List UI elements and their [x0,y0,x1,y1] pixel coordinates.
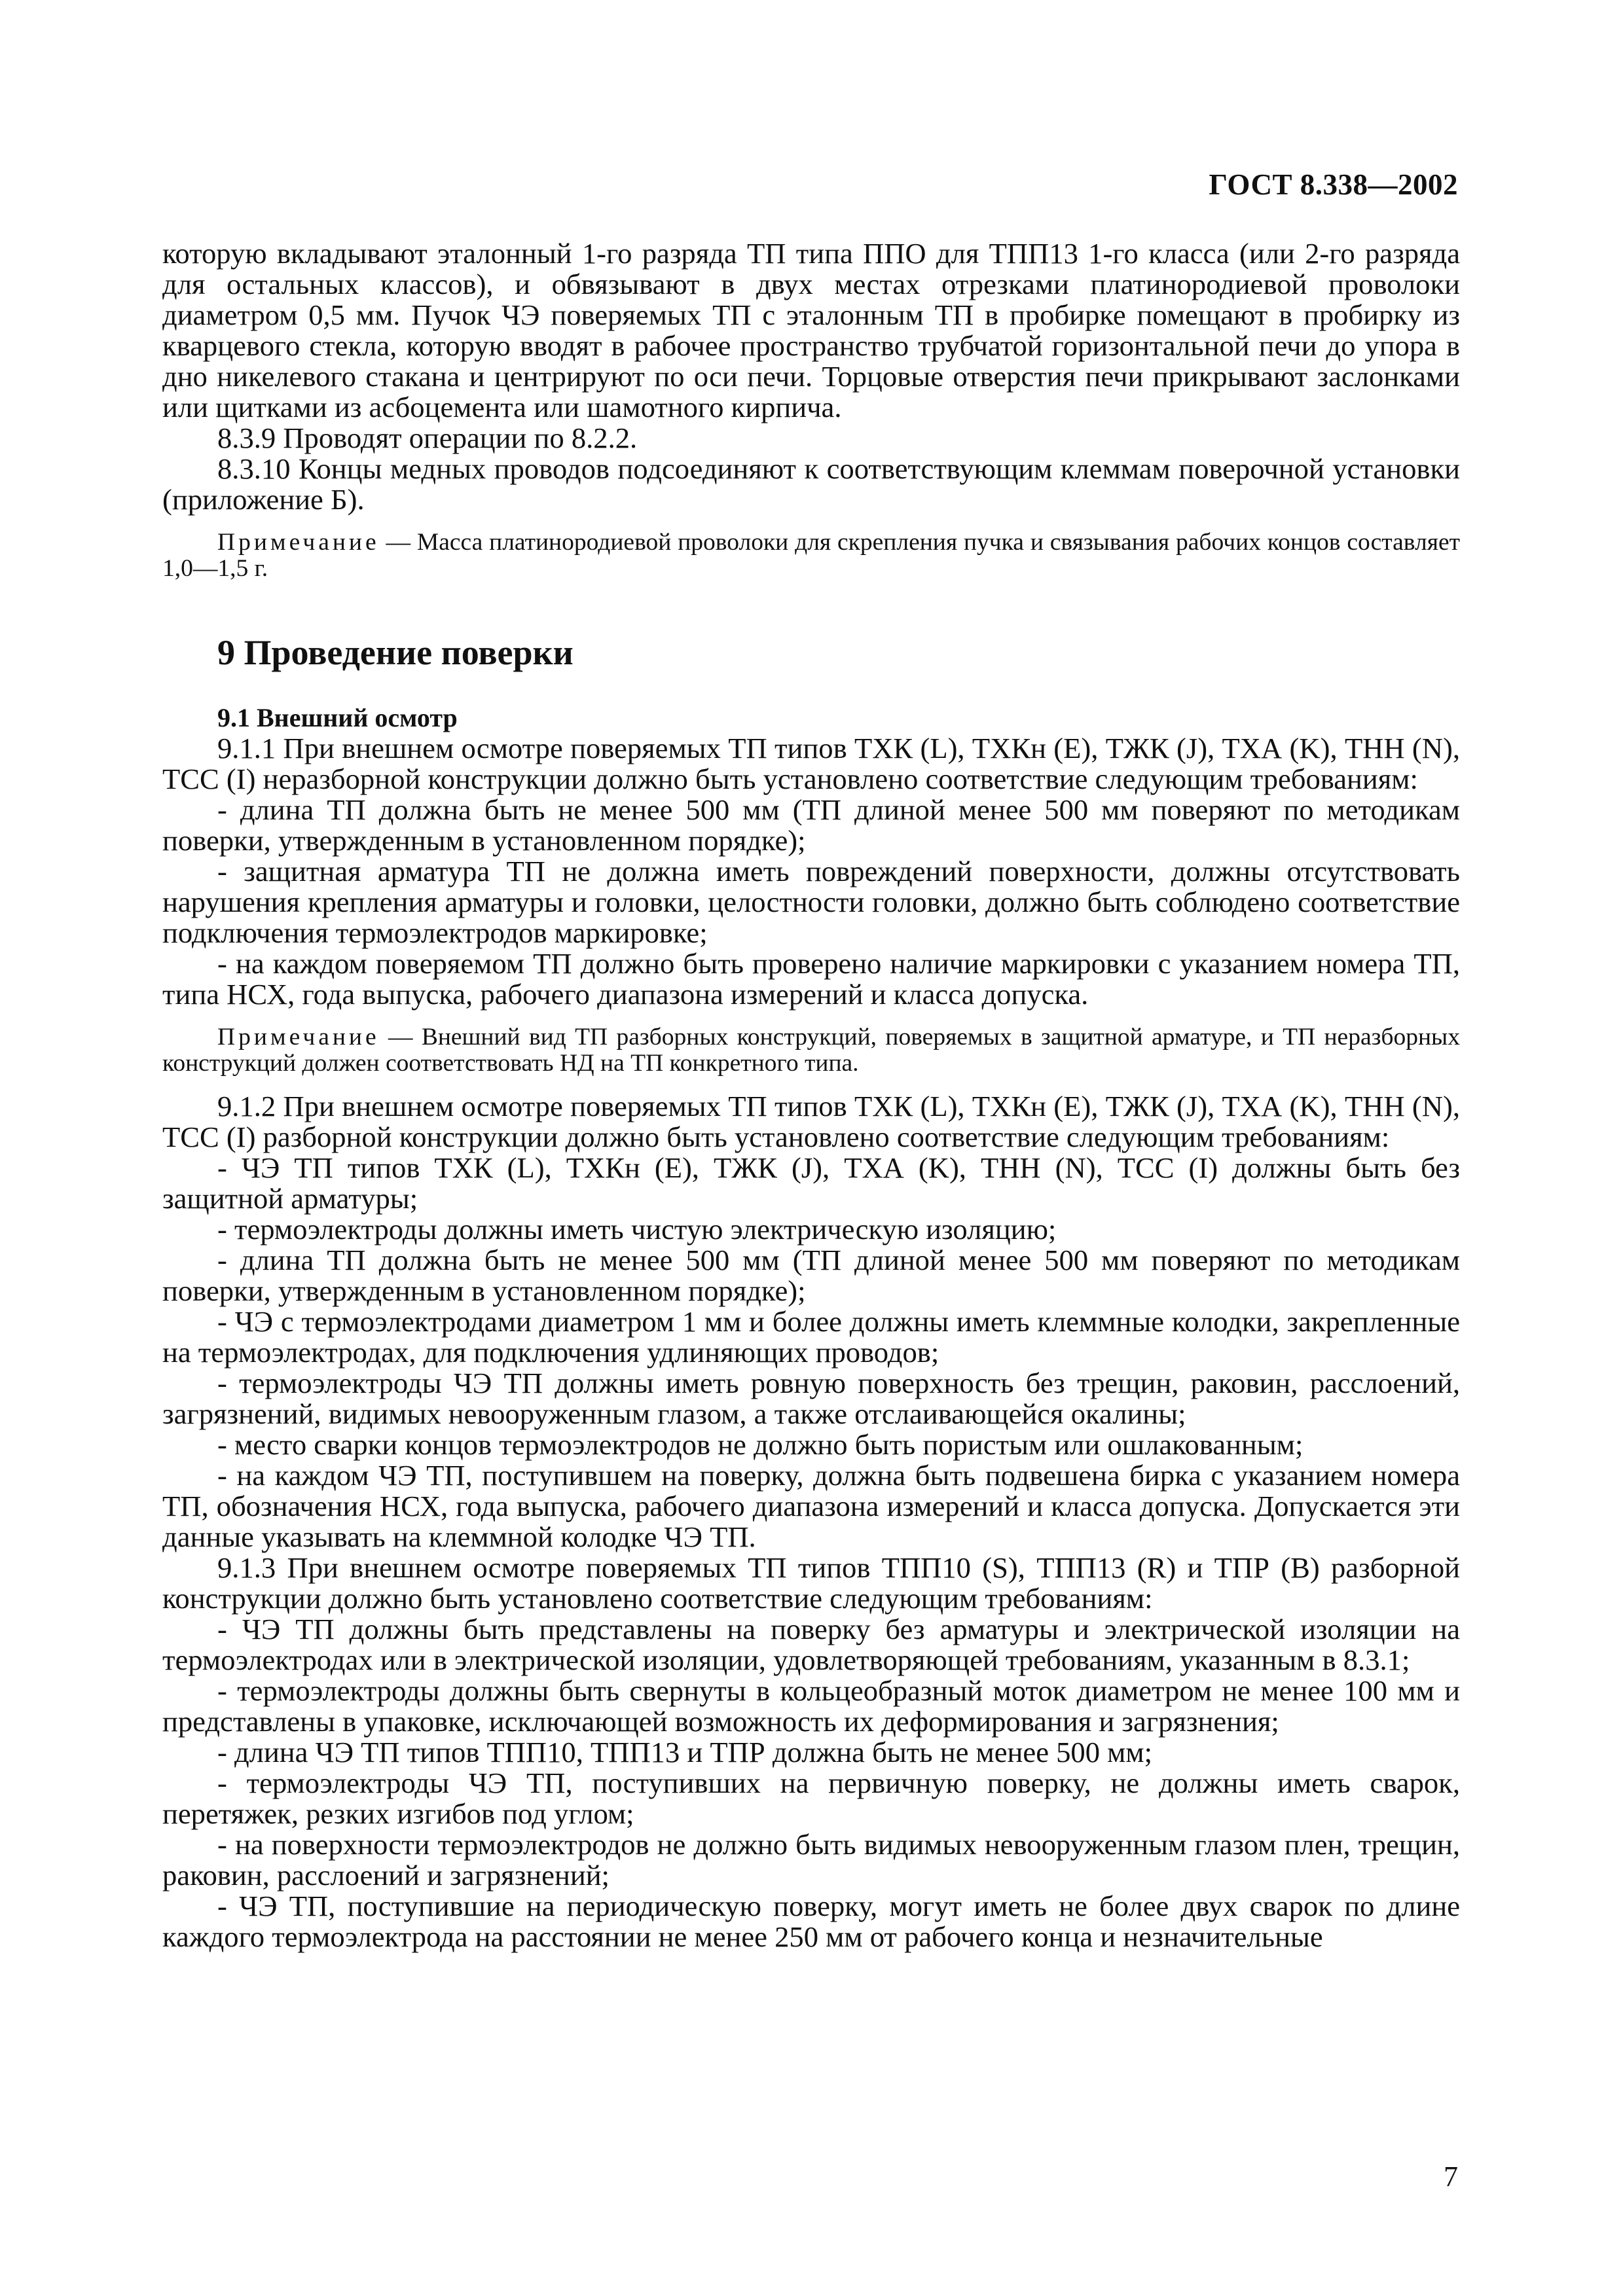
note-text: — Внешний вид ТП разборных конструкций, поверяемых в защитной арматуре, и ТП неразборных конструкций должен соответствовать НД на ТП конкретного типа. [162,1024,1460,1077]
paragraph-8-3-9: 8.3.9 Проводят операции по 8.2.2. [217,422,638,454]
list-item: - длина ТП должна быть не менее 500 мм (ТП длиной менее 500 мм поверяют по методикам поверки, утвержденным в установленном порядке); [162,1244,1460,1307]
page-body [162,238,1460,1952]
list-item: - на каждом ЧЭ ТП, поступившем на поверку, должна быть подвешена бирка с указанием номера ТП, обозначения НСХ, года выпуска, рабочего диапазона измерений и класса допуска. Допускается эти данные указывать на клеммной колодке ЧЭ ТП. [162,1459,1460,1553]
list-item: - ЧЭ ТП, поступившие на периодическую поверку, могут иметь не более двух сварок по длине каждого термоэлектрода на расстоянии не менее 250 мм от рабочего конца и незначительные [162,1890,1460,1953]
list-item: - термоэлектроды ЧЭ ТП, поступивших на первичную поверку, не должны иметь сварок, перетяжек, резких изгибов под углом; [162,1767,1460,1830]
list-item: - защитная арматура ТП не должна иметь повреждений поверхности, должны отсутствовать нарушения крепления арматуры и головки, целостности головки, должно быть соблюдено соответствие подключения термоэлектродов маркировке; [162,855,1460,949]
list-item: - ЧЭ с термоэлектродами диаметром 1 мм и более должны иметь клеммные колодки, закрепленные на термоэлектродах, для подключения удлиняющих проводов; [162,1305,1460,1369]
paragraph-9-1-1: 9.1.1 При внешнем осмотре поверяемых ТП типов ТХК (L), ТХКн (E), ТЖК (J), ТХА (K), ТНН (N), ТСС (I) неразборной конструкции должно быть установлено соответствие следующим требованиям: [162,732,1460,795]
paragraph-9-1-3: 9.1.3 При внешнем осмотре поверяемых ТП типов ТПП10 (S), ТПП13 (R) и ТПР (B) разборной конструкции должно быть установлено соответствие следующим требованиям: [162,1551,1460,1615]
paragraph-8-3-10: 8.3.10 Концы медных проводов подсоединяют к соответствующим клеммам поверочной установки (приложение Б). [162,452,1460,516]
note-appearance [162,1024,1460,1077]
list-item: - термоэлектроды должны быть свернуты в кольцеобразный моток диаметром не менее 100 мм и представлены в упаковке, исключающей возможность их деформирования и загрязнения; [162,1674,1460,1738]
note-mass [162,529,1460,582]
list-item: - ЧЭ ТП должны быть представлены на поверку без арматуры и электрической изоляции на термоэлектродах или в электрической изоляции, удовлетворяющей требованиям, указанным в 8.3.1; [162,1613,1460,1676]
paragraph-continuation: которую вкладывают эталонный 1-го разряда ТП типа ППО для ТПП13 1-го класса (или 2-го разряда для остальных классов), и обвязывают в двух местах отрезками платинородиевой проволоки диаметром 0,5 мм. Пучок ЧЭ поверяемых ТП с эталонным ТП в пробирке помещают в пробирку из кварцевого стекла, которую вводят в рабочее пространство трубчатой горизонтальной печи до упора в дно никелевого стакана и центрируют по оси печи. Торцовые отверстия печи прикрывают заслонками или щитками из асбоцемента или шамотного кирпича. [162,237,1460,423]
section-title: 9 Проведение поверки [217,633,574,672]
note-label: Примечание [217,1024,380,1050]
note-label: Примечание [217,529,380,556]
list-item: - термоэлектроды ЧЭ ТП должны иметь ровную поверхность без трещин, раковин, расслоений, загрязнений, видимых невооруженным глазом, а также отслаивающейся окалины; [162,1367,1460,1430]
list-item: - длина ТП должна быть не менее 500 мм (ТП длиной менее 500 мм поверяют по методикам поверки, утвержденным в установленном порядке); [162,793,1460,857]
list-item: - ЧЭ ТП типов ТХК (L), ТХКн (E), ТЖК (J), ТХА (K), ТНН (N), ТСС (I) должны быть без защитной арматуры; [162,1151,1460,1215]
list-item: - место сварки концов термоэлектродов не должно быть пористым или ошлакованным; [217,1428,1304,1461]
document-header: ГОСТ 8.338—2002 [1209,168,1458,201]
list-item: - длина ЧЭ ТП типов ТПП10, ТПП13 и ТПР должна быть не менее 500 мм; [217,1736,1153,1768]
note-text: — Масса платинородиевой проволоки для скрепления пучка и связывания рабочих концов составляет 1,0—1,5 г. [162,529,1460,582]
page-number: 7 [1444,2161,1458,2193]
list-item: - термоэлектроды должны иметь чистую электрическую изоляцию; [217,1213,1057,1246]
list-item: - на каждом поверяемом ТП должно быть проверено наличие маркировки с указанием номера ТП, типа НСХ, года выпуска, рабочего диапазона измерений и класса допуска. [162,947,1460,1011]
paragraph-9-1-2: 9.1.2 При внешнем осмотре поверяемых ТП типов ТХК (L), ТХКн (E), ТЖК (J), ТХА (K), ТНН (N), ТСС (I) разборной конструкции должно быть установлено соответствие следующим требованиям: [162,1090,1460,1153]
list-item: - на поверхности термоэлектродов не должно быть видимых невооруженным глазом плен, трещин, раковин, расслоений и загрязнений; [162,1828,1460,1892]
subsection-title: 9.1 Внешний осмотр [217,703,458,732]
